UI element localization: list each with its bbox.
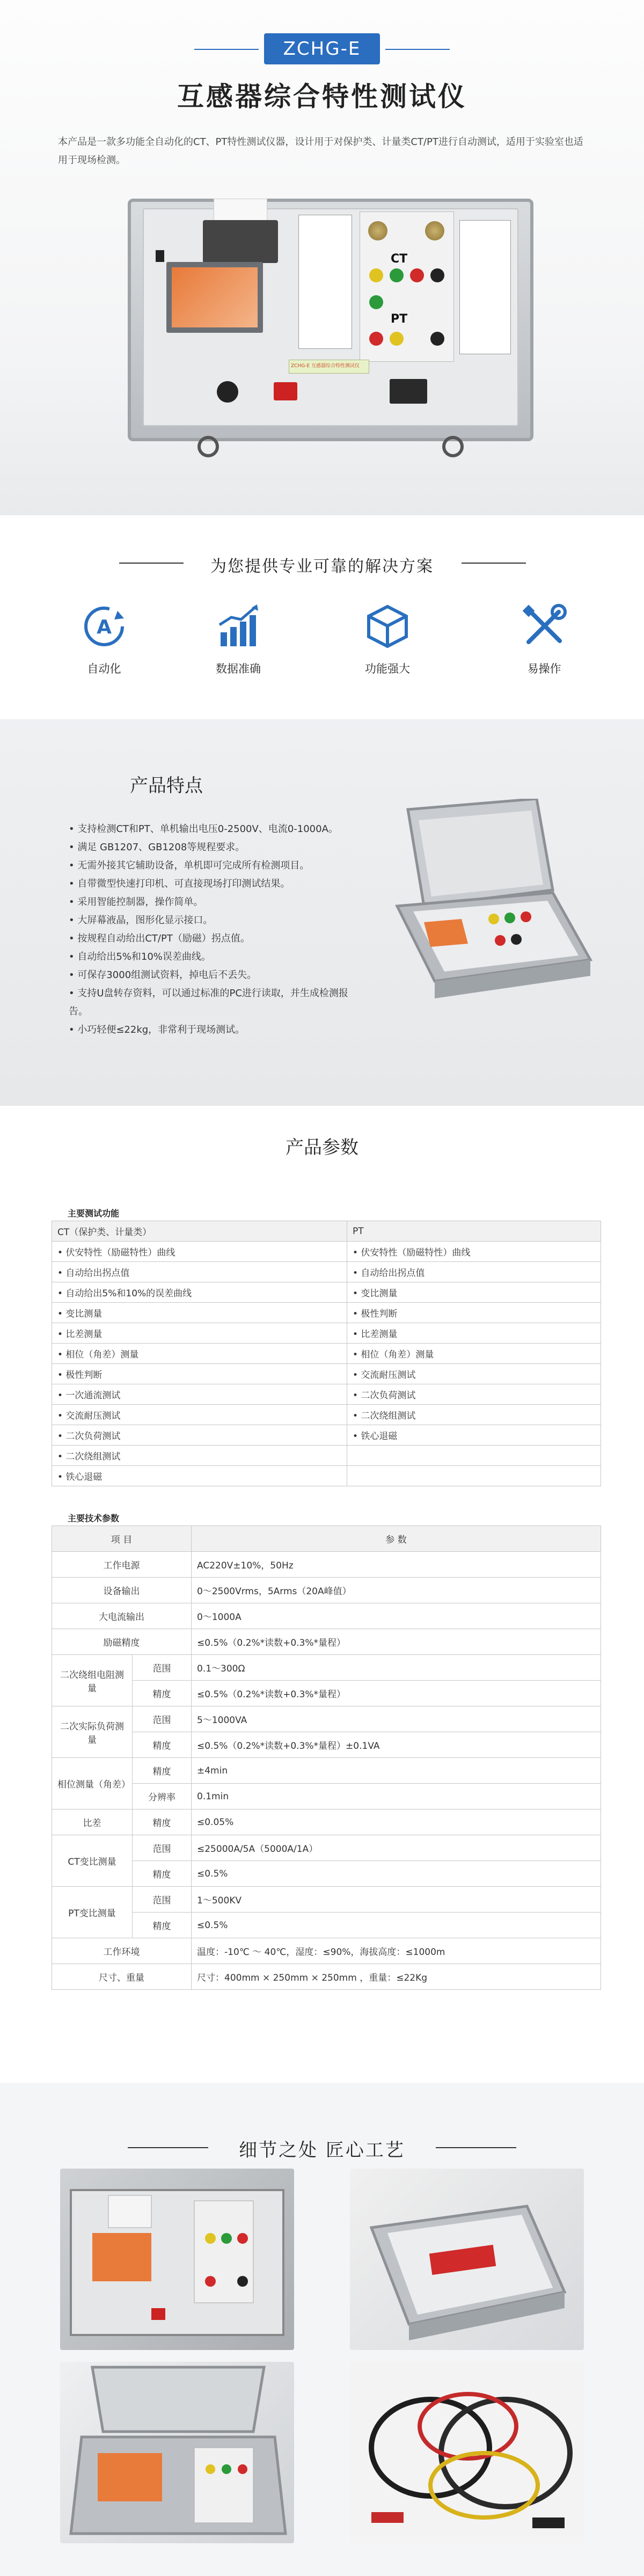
feature-item: • 可保存3000组测试资料，掉电后不丢失。	[69, 969, 257, 981]
spec-sub: 精度	[133, 1913, 192, 1938]
table-header-cell: PT	[347, 1221, 601, 1242]
spec-name: 相位测量（角差）	[52, 1758, 133, 1809]
features-title: 产品特点	[130, 775, 203, 797]
table-header-cell: 参 数	[192, 1526, 601, 1552]
table-cell: • 自动给出拐点值	[347, 1262, 601, 1282]
tech-section-label: 主要技术参数	[68, 1513, 120, 1523]
table-cell: • 伏安特性（励磁特性）曲线	[52, 1242, 347, 1262]
feature-item: • 支持检测CT和PT、单机输出电压0-2500V、电流0-1000A。	[69, 823, 338, 835]
spec-table	[52, 1526, 601, 1990]
table-row	[52, 1861, 601, 1887]
table-cell	[347, 1446, 601, 1466]
function-table	[52, 1221, 601, 1486]
detail-photo-open	[60, 2362, 294, 2543]
table-cell: • 交流耐压测试	[347, 1364, 601, 1384]
table-row	[52, 1603, 601, 1629]
spec-value: 0～1000A	[192, 1603, 601, 1629]
feature-label: 数据准确	[216, 662, 261, 675]
feature-label: 功能强大	[365, 662, 410, 675]
spec-value: 1～500KV	[192, 1887, 601, 1913]
table-row	[52, 1629, 601, 1655]
spec-name: 尺寸、重量	[52, 1964, 192, 1990]
table-row	[52, 1262, 601, 1282]
detail-photo-cables	[350, 2362, 584, 2543]
table-row	[52, 1425, 601, 1446]
table-row	[52, 1323, 601, 1344]
wiring-diagram	[298, 215, 352, 349]
pt-label: PT	[391, 312, 408, 326]
feature-item: • 无需外接其它辅助设备，单机即可完成所有检测项目。	[69, 860, 310, 871]
spec-sub: 精度	[133, 1758, 192, 1784]
feature-item: • 自带微型快速打印机、可直接现场打印测试结果。	[69, 878, 290, 889]
table-row	[52, 1242, 601, 1262]
feature-data	[195, 602, 281, 676]
usb-port	[156, 250, 164, 262]
table-cell: • 变比测量	[52, 1303, 347, 1323]
solutions-title: 为您提供专业可靠的解决方案	[210, 557, 434, 576]
table-cell: • 伏安特性（励磁特性）曲线	[347, 1242, 601, 1262]
spec-value: 5～1000VA	[192, 1706, 601, 1732]
lcd-screen	[172, 267, 258, 327]
table-row	[52, 1784, 601, 1809]
spec-name: 励磁精度	[52, 1629, 192, 1655]
svg-text:A: A	[97, 616, 112, 638]
spec-name: 大电流输出	[52, 1603, 192, 1629]
tools-icon	[520, 602, 568, 651]
terminal-black	[430, 332, 444, 346]
spec-sub: 精度	[133, 1861, 192, 1887]
table-cell: • 铁心退磁	[347, 1425, 601, 1446]
table-header-row	[52, 1526, 601, 1552]
table-cell: • 自动给出5%和10%的误差曲线	[52, 1282, 347, 1303]
features-list	[69, 820, 358, 1039]
table-cell: • 二次负荷测试	[347, 1384, 601, 1405]
table-row	[52, 1681, 601, 1706]
spec-value: 0.1～300Ω	[192, 1655, 601, 1681]
spec-sub: 精度	[133, 1681, 192, 1706]
divider	[128, 2147, 208, 2148]
table-row	[52, 1466, 601, 1486]
spec-value: ≤0.5%	[192, 1861, 601, 1887]
spec-value: ≤0.5%（0.2%*读数+0.3%*量程）	[192, 1681, 601, 1706]
power-socket	[390, 379, 427, 404]
func-section-label: 主要测试功能	[68, 1208, 120, 1218]
divider	[462, 563, 526, 564]
device-image	[128, 188, 533, 456]
table-cell: • 交流耐压测试	[52, 1405, 347, 1425]
table-cell: • 二次绕组测试	[52, 1446, 347, 1466]
feature-item: • 大屏幕液晶，图形化显示接口。	[69, 915, 213, 926]
feature-label: 易操作	[527, 662, 561, 675]
table-cell: • 铁心退磁	[52, 1466, 347, 1486]
table-row	[52, 1655, 601, 1681]
table-cell: • 一次通流测试	[52, 1384, 347, 1405]
spec-value: 0～2500Vrms，5Arms（20A峰值）	[192, 1578, 601, 1603]
table-row	[52, 1384, 601, 1405]
table-row	[52, 1282, 601, 1303]
automation-icon	[80, 602, 128, 651]
terminal-black	[430, 268, 444, 282]
table-row	[52, 1303, 601, 1323]
table-row	[52, 1578, 601, 1603]
spec-name: 二次实际负荷测量	[52, 1706, 133, 1758]
terminal-green	[369, 295, 383, 309]
terminal-yellow	[390, 332, 404, 346]
feature-item: • 满足 GB1207、GB1208等规程要求。	[69, 842, 245, 853]
divider	[436, 2147, 516, 2148]
table-cell: • 二次绕组测试	[347, 1405, 601, 1425]
spec-name: 设备输出	[52, 1578, 192, 1603]
spec-value: 尺寸：400mm × 250mm × 250mm ，重量：≤22Kg	[192, 1964, 601, 1990]
spec-sub: 分辨率	[133, 1784, 192, 1809]
feature-item: • 采用智能控制器，操作简单。	[69, 896, 203, 908]
table-header-cell: CT（保护类、计量类）	[52, 1221, 347, 1242]
table-cell: • 相位（角差）测量	[347, 1344, 601, 1364]
spec-sub: 范围	[133, 1655, 192, 1681]
spec-sub: 精度	[133, 1732, 192, 1758]
table-row	[52, 1405, 601, 1425]
label-strip-text: ZCHG-E 互感器综合特性测试仪	[291, 363, 360, 369]
model-tag: ZCHG-E	[264, 33, 380, 64]
table-header-cell: 项 目	[52, 1526, 192, 1552]
table-row	[52, 1446, 601, 1466]
table-row	[52, 1913, 601, 1938]
table-cell: • 变比测量	[347, 1282, 601, 1303]
wiring-diagram	[459, 220, 511, 354]
printer	[203, 220, 278, 263]
case-handle	[442, 436, 464, 457]
spec-value: 温度：-10℃ ～ 40℃，湿度：≤90%，海拔高度：≤1000m	[192, 1938, 601, 1964]
table-row	[52, 1938, 601, 1964]
spec-value: 0.1min	[192, 1784, 601, 1809]
red-switch	[274, 382, 297, 400]
feature-easy	[501, 602, 587, 676]
spec-name: 工作环境	[52, 1938, 192, 1964]
feature-label: 自动化	[87, 662, 121, 675]
case-handle	[197, 436, 219, 457]
rotary-dial	[217, 381, 238, 403]
table-cell: • 极性判断	[52, 1364, 347, 1384]
spec-value: AC220V±10%，50Hz	[192, 1552, 601, 1578]
spec-value: ≤0.5%（0.2%*读数+0.3%*量程）	[192, 1629, 601, 1655]
spec-name: 工作电源	[52, 1552, 192, 1578]
spec-value: ≤0.05%	[192, 1809, 601, 1835]
spec-value: ≤25000A/5A（5000A/1A）	[192, 1835, 601, 1861]
table-cell: • 极性判断	[347, 1303, 601, 1323]
table-row	[52, 1758, 601, 1784]
spec-name: PT变比测量	[52, 1887, 133, 1938]
spec-sub: 范围	[133, 1706, 192, 1732]
spec-sub: 范围	[133, 1887, 192, 1913]
table-row	[52, 1552, 601, 1578]
page-title: 互感器综合特性测试仪	[177, 81, 467, 112]
ct-label: CT	[391, 252, 408, 266]
feature-item: • 小巧轻便≤22kg，非常利于现场测试。	[69, 1024, 245, 1035]
table-cell: • 相位（角差）测量	[52, 1344, 347, 1364]
table-cell	[347, 1466, 601, 1486]
terminal-red	[369, 332, 383, 346]
terminal-knob	[368, 221, 387, 240]
spec-value: ≤0.5%	[192, 1913, 601, 1938]
spec-value: ≤0.5%（0.2%*读数+0.3%*量程）±0.1VA	[192, 1732, 601, 1758]
cube-icon	[363, 602, 412, 651]
table-header-row	[52, 1221, 601, 1242]
table-cell: • 比差测量	[347, 1323, 601, 1344]
divider	[119, 563, 184, 564]
terminal-red	[410, 268, 424, 282]
feature-item: • 自动给出5%和10%误差曲线。	[69, 951, 211, 962]
spec-name: CT变比测量	[52, 1835, 133, 1887]
spec-value: ±4min	[192, 1758, 601, 1784]
table-row	[52, 1809, 601, 1835]
table-row	[52, 1364, 601, 1384]
spec-sub: 范围	[133, 1835, 192, 1861]
table-row	[52, 1732, 601, 1758]
table-row	[52, 1706, 601, 1732]
device-open-image	[376, 799, 601, 1024]
table-row	[52, 1835, 601, 1861]
terminal-yellow	[369, 268, 383, 282]
details-title: 细节之处 匠心工艺	[239, 2140, 405, 2161]
table-row	[52, 1964, 601, 1990]
terminal-knob	[425, 221, 444, 240]
bar-chart-icon	[214, 602, 262, 651]
table-cell: • 自动给出拐点值	[52, 1262, 347, 1282]
table-cell: • 比差测量	[52, 1323, 347, 1344]
spec-name: 二次绕组电阻测量	[52, 1655, 133, 1706]
product-intro: 本产品是一款多功能全自动化的CT、PT特性测试仪器，设计用于对保护类、计量类CT/PT进行自动测试，适用于实验室也适用于现场检测。	[58, 136, 583, 166]
detail-photo-side	[350, 2169, 584, 2350]
table-row	[52, 1887, 601, 1913]
feature-item: • 按规程自动给出CT/PT（励磁）拐点值。	[69, 933, 250, 944]
table-cell: • 二次负荷测试	[52, 1425, 347, 1446]
spec-name: 比差	[52, 1809, 133, 1835]
feature-automation	[61, 602, 147, 676]
terminal-green	[390, 268, 404, 282]
table-row	[52, 1344, 601, 1364]
params-title: 产品参数	[286, 1137, 358, 1158]
feature-power	[345, 602, 430, 676]
detail-photo-front	[60, 2169, 294, 2350]
feature-item: • 支持U盘转存资料，可以通过标准的PC进行读取，并生成检测报告。	[69, 988, 348, 1017]
spec-sub: 精度	[133, 1809, 192, 1835]
